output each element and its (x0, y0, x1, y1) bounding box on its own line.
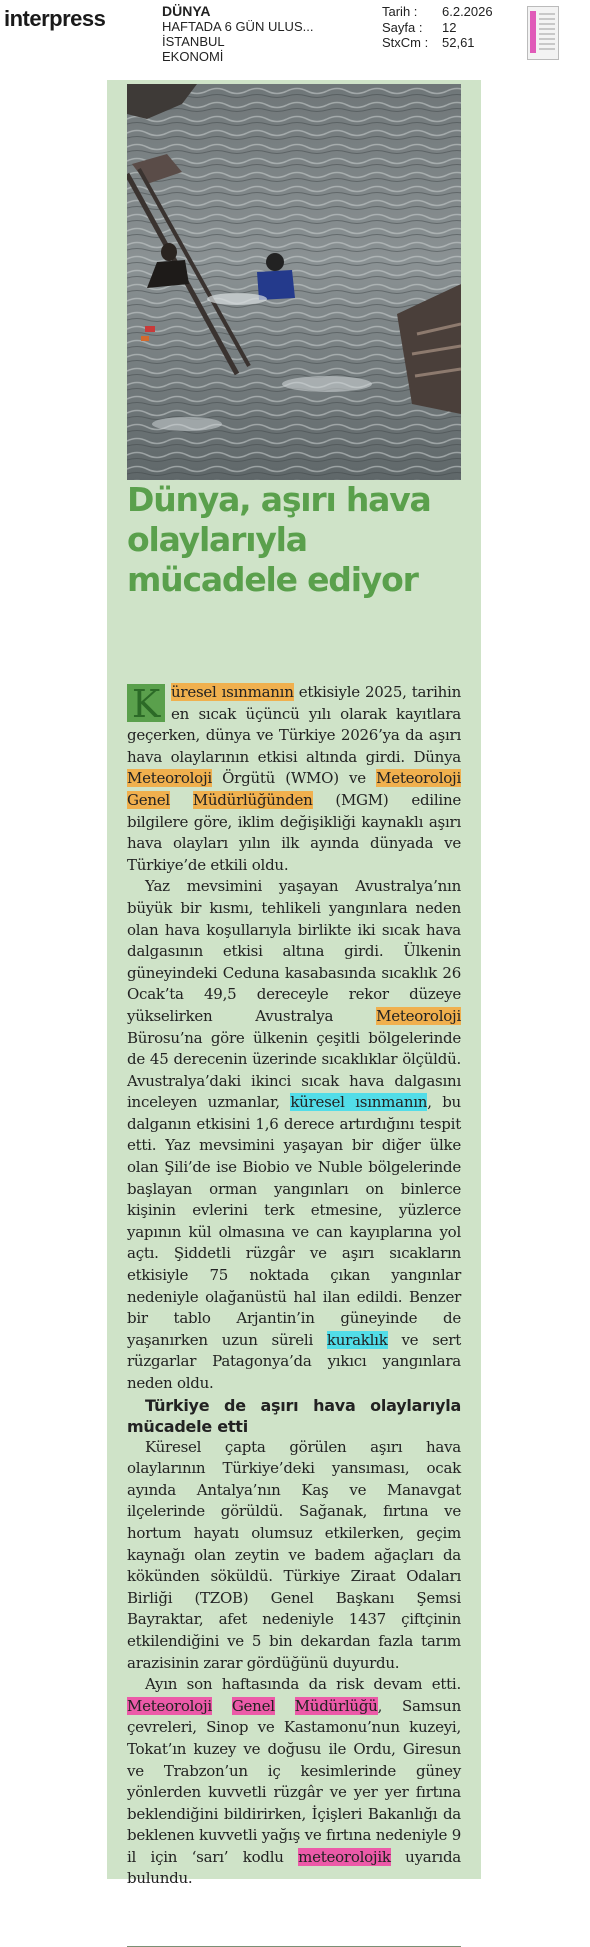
paragraph-text: , Samsun çevreleri, Sinop ve Kastamonu’nun kuzeyi, Tokat’ın kuzey ve doğusu ile Ordu, Giresun ve Trabzon’un iç kesimlerinde güney yönlerden kuvvetli rüzgâr ve yer yer fırtına beklendiğini bildirirken, İçişleri Bakanlığı da beklenen kuvvetli yağış ve fırtına nedeniyle 9 il için ‘sarı’ kodlu (127, 1696, 461, 1866)
keyword-highlight: Meteoroloji (376, 1006, 461, 1025)
paragraph-text: (MGM) ediline bilgilere göre, iklim değişikliği kaynaklı aşırı hava olayları yılın ilk ayında dünyada ve Türkiye’de etkili oldu. (127, 790, 461, 874)
paragraph-text: Yaz mevsimini yaşayan Avustralya’nın büyük bir kısmı, tehlikeli yangınlara neden olan hava koşullarıyla birlikte iki sıcak hava dalgasının etkisi altına girdi. Ülkenin güneyindeki Ceduna kasabasında sıcaklık 26 Ocak’ta 49,5 dereceyle rekor düzeye yükselirken Avustralya (127, 877, 461, 1025)
article-subheading: Türkiye de aşırı hava olaylarıyla mücadele etti (127, 1395, 461, 1436)
clipping-header (0, 0, 590, 70)
keyword-highlight: Meteoroloji (376, 769, 461, 788)
keyword-highlight: Müdürlüğü (294, 1696, 378, 1715)
thumbnail-highlight-band (530, 11, 536, 53)
article-paragraph (127, 1674, 461, 1890)
keyword-highlight: Genel (231, 1696, 275, 1715)
thumbnail-text-lines (539, 13, 555, 51)
paragraph-text: ve sert rüzgarlar Patagonya’da yıkıcı yangınlara neden oldu. (127, 1330, 461, 1392)
keyword-highlight: Meteoroloji (127, 1696, 212, 1715)
publication-section: EKONOMİ (162, 49, 224, 64)
paragraph-text (170, 791, 193, 809)
article-body (127, 682, 461, 1890)
keyword-highlight: Meteoroloji (127, 769, 212, 788)
publication-name: DÜNYA (162, 3, 211, 19)
paragraph-text: etkisiyle 2025, tarihin en sıcak üçüncü yılı olarak kayıtlara geçerken, dünya ve Türkiye 2026’ya da aşırı hava olaylarının etkisi altında girdi. Dünya (127, 683, 461, 766)
keyword-highlight: Genel (127, 790, 170, 809)
article-paragraph: Küresel çapta görülen aşırı hava olaylarının Türkiye’deki yansıması, ocak ayında Antalya’nın Kaş ve Manavgat ilçelerinde görüldü. Sağanak, fırtına ve hortum hayatı olumsuz etkilerken, geçim kaynağı olan zeytin ve badem ağaçları da kökünden söküldü. Türkiye Ziraat Odaları Birliği (TZOB) Genel Başkanı Şemsi Bayraktar, afet nedeniyle 1437 çiftçinin etkilendiğini ve 5 bin dekardan fazla tarım arazisinin zarar gördüğünü duyurdu. (127, 1437, 461, 1672)
meta-page-value: 12 (442, 19, 457, 35)
article-clipping (107, 80, 481, 1888)
keyword-highlight: üresel ısınmanın (171, 683, 294, 701)
keyword-highlight: meteorolojik (298, 1847, 391, 1866)
paragraph-text: , bu dalganın etkisini 1,6 derece artırdığını tespit etti. Yaz mevsimini yaşayan bir diğer ülke olan Şili’de ise Biobio ve Nuble bölgelerinde başlayan orman yangınları on binlerce kişinin evlerini terk etmesine, yüzlerce yapının kül olmasına ve can kayıplarına yol açtı. Şiddetli rüzgâr ve aşırı sıcakların etkisiyle 75 noktada çıkan yangınlar nedeniyle olağanüstü hal ilan edildi. Benzer bir tablo Arjantin’in güneyinde de yaşanırken uzun süreli (127, 1093, 461, 1349)
meta-date-row (382, 4, 493, 20)
meta-size-value: 52,61 (442, 35, 475, 50)
paragraph-text (275, 1697, 295, 1715)
keyword-highlight: Müdürlüğünden (192, 790, 313, 809)
paragraph-text (212, 1697, 232, 1715)
article-headline: Dünya, aşırı hava olaylarıyla mücadele ediyor (127, 480, 431, 599)
paragraph-text: Bürosu’na göre ülkenin çeşitli bölgelerinde de 45 derecenin üzerinde sıcaklıklar ölçüldü. Avustralya’daki ikinci sıcak hava dalgasını inceleyen uzmanlar, (127, 1028, 461, 1112)
article-photo (127, 84, 461, 480)
meta-date-label: Tarih : (382, 4, 418, 19)
meta-size-row (382, 35, 493, 51)
keyword-highlight: kuraklık (326, 1330, 388, 1349)
paragraph-text: Örgütü (WMO) ve (211, 769, 377, 788)
article-paragraph (127, 876, 461, 1394)
publication-city: İSTANBUL (162, 34, 225, 49)
publication-frequency: HAFTADA 6 GÜN ULUS... (162, 19, 314, 34)
flood-rescue-photo (127, 84, 461, 480)
meta-size-label: StxCm : (382, 35, 429, 50)
page-thumbnail[interactable] (527, 6, 559, 60)
article-paragraph (127, 682, 461, 876)
publication-info (162, 4, 313, 64)
paragraph-text: uyarıda bulundu. (127, 1847, 462, 1888)
keyword-highlight: küresel ısınmanın (290, 1093, 428, 1112)
clipping-meta (382, 4, 493, 51)
paragraph-text: Ayın son haftasında da risk devam etti. (145, 1675, 461, 1694)
meta-date-value: 6.2.2026 (442, 4, 493, 19)
interpress-logo: interpress (4, 6, 106, 31)
meta-page-row (382, 20, 493, 36)
meta-page-label: Sayfa : (382, 19, 423, 35)
drop-cap: K (127, 684, 165, 722)
